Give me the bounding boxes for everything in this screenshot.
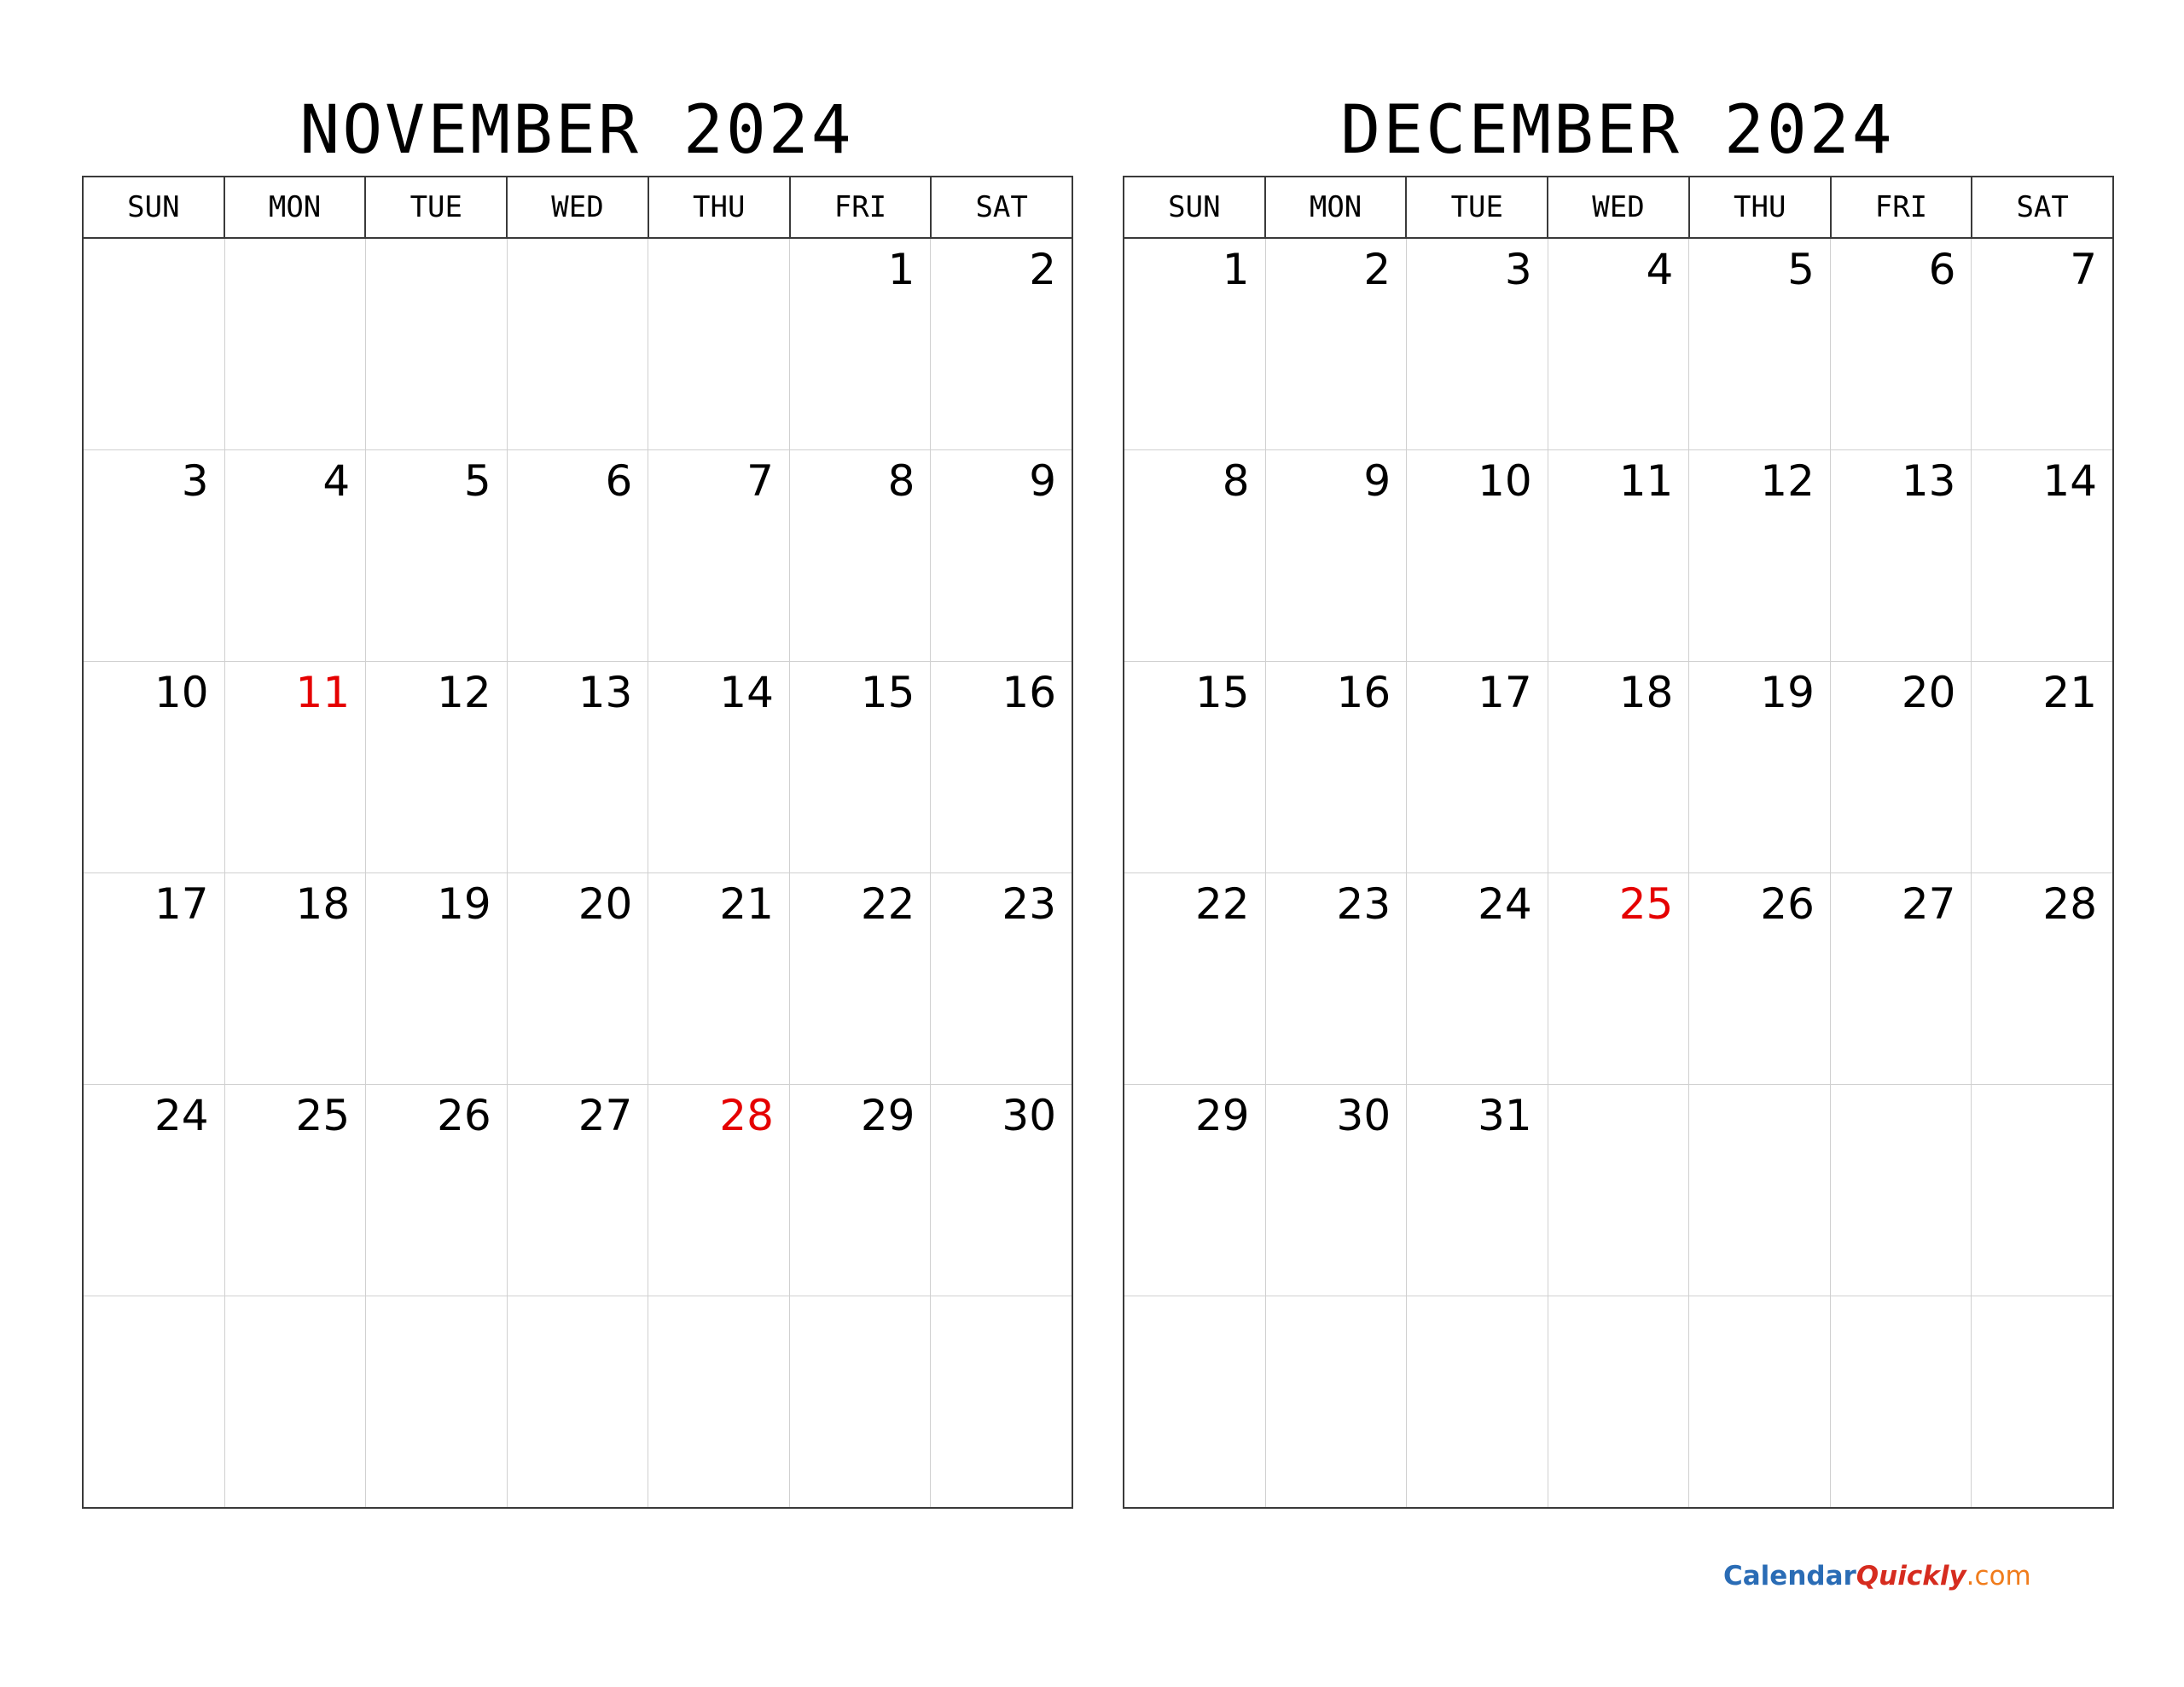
day-number: 13 bbox=[578, 668, 633, 717]
day-cell bbox=[84, 662, 224, 872]
day-number: 9 bbox=[1029, 456, 1057, 506]
empty-day-cell bbox=[365, 1296, 507, 1507]
day-cell bbox=[224, 662, 366, 872]
day-number: 23 bbox=[1002, 879, 1057, 929]
day-cell bbox=[1406, 1085, 1548, 1296]
week-row bbox=[1124, 872, 2112, 1084]
empty-day-cell bbox=[648, 239, 789, 449]
empty-day-cell bbox=[1688, 1296, 1830, 1507]
day-number: 21 bbox=[2042, 668, 2098, 717]
day-cell bbox=[365, 450, 507, 661]
day-cell bbox=[1688, 450, 1830, 661]
day-cell bbox=[224, 1085, 366, 1296]
day-number: 31 bbox=[1478, 1091, 1532, 1140]
day-cell bbox=[84, 873, 224, 1084]
weekday-header-row bbox=[1124, 177, 2112, 239]
day-cell bbox=[1124, 1085, 1265, 1296]
day-cell bbox=[1971, 873, 2112, 1084]
day-cell bbox=[1124, 239, 1265, 449]
weekday-sun: SUN bbox=[1168, 190, 1221, 224]
brand-logo[interactable] bbox=[1723, 1557, 2031, 1595]
day-number: 18 bbox=[295, 879, 351, 929]
empty-day-cell bbox=[507, 239, 648, 449]
day-cell bbox=[224, 450, 366, 661]
day-cell bbox=[1406, 450, 1548, 661]
day-number: 10 bbox=[154, 668, 209, 717]
day-number: 7 bbox=[2070, 245, 2098, 294]
day-number: 29 bbox=[860, 1091, 915, 1140]
day-number: 28 bbox=[719, 1091, 774, 1140]
day-number: 12 bbox=[1760, 456, 1815, 506]
day-number: 13 bbox=[1901, 456, 1956, 506]
day-number: 14 bbox=[719, 668, 774, 717]
day-number: 1 bbox=[887, 245, 915, 294]
day-number: 24 bbox=[154, 1091, 209, 1140]
empty-day-cell bbox=[1265, 1296, 1407, 1507]
day-cell bbox=[1548, 873, 1689, 1084]
day-number: 25 bbox=[295, 1091, 351, 1140]
day-cell bbox=[1265, 873, 1407, 1084]
day-cell bbox=[930, 1085, 1072, 1296]
day-number: 8 bbox=[1222, 456, 1250, 506]
day-number: 24 bbox=[1478, 879, 1532, 929]
day-cell bbox=[930, 239, 1072, 449]
day-cell bbox=[930, 873, 1072, 1084]
weekday-sat: SAT bbox=[930, 177, 1072, 237]
month-title: DECEMBER 2024 bbox=[1340, 92, 1895, 169]
empty-day-cell bbox=[84, 1296, 224, 1507]
weekday-mon: MON bbox=[1264, 177, 1406, 237]
empty-day-cell bbox=[1548, 1085, 1689, 1296]
day-cell bbox=[1830, 873, 1972, 1084]
december-calendar bbox=[1123, 85, 2112, 1509]
empty-day-cell bbox=[365, 239, 507, 449]
empty-day-cell bbox=[1548, 1296, 1689, 1507]
day-cell bbox=[1265, 239, 1407, 449]
week-row bbox=[1124, 239, 2112, 449]
day-number: 3 bbox=[1504, 245, 1532, 294]
day-cell bbox=[789, 662, 931, 872]
day-number: 15 bbox=[860, 668, 915, 717]
empty-day-cell bbox=[1830, 1085, 1972, 1296]
day-number: 27 bbox=[1901, 879, 1956, 929]
weeks-container bbox=[1124, 239, 2112, 1507]
day-number: 28 bbox=[2042, 879, 2098, 929]
day-number: 16 bbox=[1002, 668, 1057, 717]
november-calendar bbox=[82, 85, 1072, 1509]
day-number: 27 bbox=[578, 1091, 633, 1140]
weekday-header-row bbox=[84, 177, 1072, 239]
day-cell bbox=[1971, 239, 2112, 449]
day-number: 15 bbox=[1194, 668, 1250, 717]
day-number: 19 bbox=[437, 879, 491, 929]
week-row bbox=[84, 239, 1072, 449]
day-number: 12 bbox=[437, 668, 491, 717]
day-number: 4 bbox=[1646, 245, 1674, 294]
week-row bbox=[84, 872, 1072, 1084]
day-cell bbox=[930, 450, 1072, 661]
day-number: 25 bbox=[1618, 879, 1674, 929]
day-cell bbox=[789, 1085, 931, 1296]
weekday-wed: WED bbox=[506, 177, 648, 237]
weekday-fri: FRI bbox=[1830, 177, 1972, 237]
day-cell bbox=[648, 450, 789, 661]
day-number: 11 bbox=[1618, 456, 1674, 506]
day-cell bbox=[1830, 450, 1972, 661]
week-row bbox=[84, 661, 1072, 872]
day-cell bbox=[1971, 450, 2112, 661]
empty-day-cell bbox=[507, 1296, 648, 1507]
week-row bbox=[84, 1084, 1072, 1296]
day-cell bbox=[365, 873, 507, 1084]
empty-day-cell bbox=[789, 1296, 931, 1507]
day-cell bbox=[507, 1085, 648, 1296]
day-number: 22 bbox=[1194, 879, 1250, 929]
day-cell bbox=[507, 662, 648, 872]
day-number: 5 bbox=[1787, 245, 1815, 294]
day-cell bbox=[1688, 239, 1830, 449]
empty-day-cell bbox=[224, 239, 366, 449]
day-cell bbox=[1548, 239, 1689, 449]
empty-day-cell bbox=[930, 1296, 1072, 1507]
day-cell bbox=[1688, 662, 1830, 872]
month-grid bbox=[82, 176, 1073, 1509]
day-number: 29 bbox=[1194, 1091, 1250, 1140]
day-cell bbox=[1265, 1085, 1407, 1296]
day-cell bbox=[1265, 450, 1407, 661]
day-cell bbox=[84, 1085, 224, 1296]
day-number: 9 bbox=[1363, 456, 1391, 506]
day-number: 20 bbox=[578, 879, 633, 929]
day-number: 4 bbox=[322, 456, 351, 506]
brand-calendar-text: Calendar bbox=[1723, 1561, 1856, 1591]
day-number: 8 bbox=[887, 456, 915, 506]
weekday-wed: WED bbox=[1547, 177, 1688, 237]
day-number: 3 bbox=[181, 456, 209, 506]
week-row bbox=[1124, 1296, 2112, 1507]
week-row bbox=[1124, 1084, 2112, 1296]
day-number: 22 bbox=[860, 879, 915, 929]
weekday-thu: THU bbox=[648, 177, 789, 237]
day-cell bbox=[507, 450, 648, 661]
day-cell bbox=[1548, 450, 1689, 661]
empty-day-cell bbox=[84, 239, 224, 449]
day-number: 16 bbox=[1336, 668, 1391, 717]
empty-day-cell bbox=[1971, 1085, 2112, 1296]
day-number: 17 bbox=[1478, 668, 1532, 717]
weekday-tue: TUE bbox=[1405, 177, 1547, 237]
empty-day-cell bbox=[224, 1296, 366, 1507]
empty-day-cell bbox=[1971, 1296, 2112, 1507]
day-cell bbox=[930, 662, 1072, 872]
day-number: 10 bbox=[1478, 456, 1532, 506]
weekday-tue: TUE bbox=[364, 177, 506, 237]
day-number: 2 bbox=[1363, 245, 1391, 294]
day-number: 26 bbox=[1760, 879, 1815, 929]
day-number: 2 bbox=[1029, 245, 1057, 294]
empty-day-cell bbox=[1688, 1085, 1830, 1296]
day-number: 17 bbox=[154, 879, 209, 929]
day-cell bbox=[1124, 450, 1265, 661]
day-number: 11 bbox=[295, 668, 351, 717]
weekday-sat: SAT bbox=[1971, 177, 2112, 237]
day-cell bbox=[1124, 873, 1265, 1084]
day-cell bbox=[1971, 662, 2112, 872]
day-number: 23 bbox=[1336, 879, 1391, 929]
day-cell bbox=[365, 662, 507, 872]
brand-com-text: .com bbox=[1966, 1561, 2031, 1591]
day-cell bbox=[1830, 239, 1972, 449]
day-cell bbox=[789, 239, 931, 449]
day-number: 30 bbox=[1002, 1091, 1057, 1140]
weekday-thu: THU bbox=[1688, 177, 1830, 237]
day-number: 1 bbox=[1222, 245, 1250, 294]
day-cell bbox=[789, 450, 931, 661]
day-cell bbox=[1688, 873, 1830, 1084]
day-number: 30 bbox=[1336, 1091, 1391, 1140]
empty-day-cell bbox=[1406, 1296, 1548, 1507]
weekday-mon: MON bbox=[224, 177, 365, 237]
week-row bbox=[84, 449, 1072, 661]
day-number: 20 bbox=[1901, 668, 1956, 717]
day-cell bbox=[507, 873, 648, 1084]
day-cell bbox=[84, 450, 224, 661]
day-number: 26 bbox=[437, 1091, 491, 1140]
weeks-container bbox=[84, 239, 1072, 1507]
day-number: 5 bbox=[463, 456, 491, 506]
month-title: NOVEMBER 2024 bbox=[299, 92, 854, 169]
weekday-fri: FRI bbox=[789, 177, 931, 237]
day-cell bbox=[224, 873, 366, 1084]
day-number: 6 bbox=[605, 456, 633, 506]
day-number: 21 bbox=[719, 879, 774, 929]
day-number: 18 bbox=[1618, 668, 1674, 717]
week-row bbox=[1124, 661, 2112, 872]
week-row bbox=[84, 1296, 1072, 1507]
day-cell bbox=[648, 1085, 789, 1296]
empty-day-cell bbox=[1124, 1296, 1265, 1507]
day-number: 19 bbox=[1760, 668, 1815, 717]
day-cell bbox=[1406, 239, 1548, 449]
day-cell bbox=[1830, 662, 1972, 872]
day-cell bbox=[648, 873, 789, 1084]
day-cell bbox=[1124, 662, 1265, 872]
day-cell bbox=[1265, 662, 1407, 872]
week-row bbox=[1124, 449, 2112, 661]
day-cell bbox=[1406, 873, 1548, 1084]
day-cell bbox=[789, 873, 931, 1084]
empty-day-cell bbox=[648, 1296, 789, 1507]
day-number: 7 bbox=[746, 456, 774, 506]
empty-day-cell bbox=[1830, 1296, 1972, 1507]
day-number: 6 bbox=[1928, 245, 1956, 294]
day-number: 14 bbox=[2042, 456, 2098, 506]
brand-quickly-text: Quickly bbox=[1856, 1561, 1966, 1591]
month-grid bbox=[1123, 176, 2114, 1509]
day-cell bbox=[365, 1085, 507, 1296]
weekday-sun: SUN bbox=[127, 190, 180, 224]
day-cell bbox=[1406, 662, 1548, 872]
day-cell bbox=[648, 662, 789, 872]
day-cell bbox=[1548, 662, 1689, 872]
